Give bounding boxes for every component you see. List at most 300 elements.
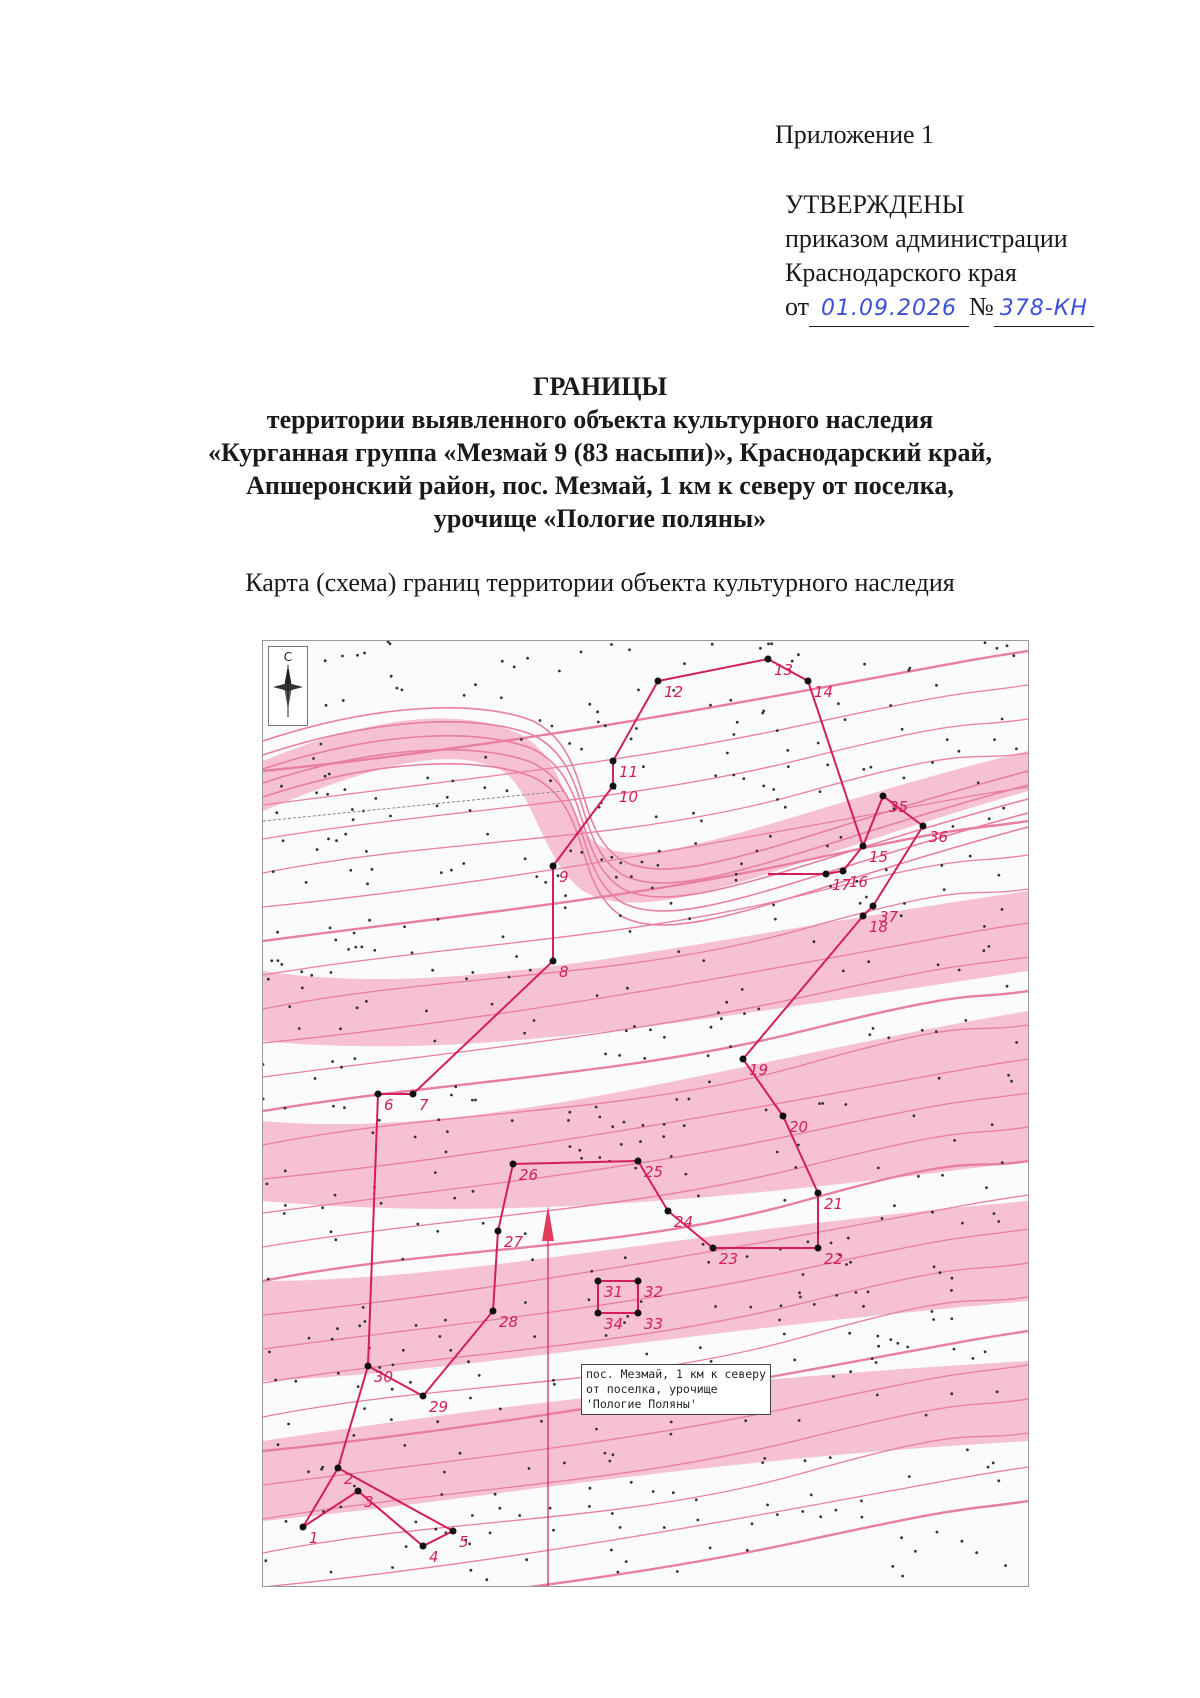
terrain-dot [330, 1571, 333, 1574]
terrain-dot [588, 1505, 591, 1508]
terrain-dot [711, 643, 714, 646]
terrain-dot [568, 1111, 571, 1114]
terrain-dot [756, 850, 759, 853]
terrain-dot [533, 1019, 536, 1022]
terrain-dot [617, 1571, 620, 1574]
terrain-dot [891, 1565, 894, 1568]
boundary-vertex-33 [635, 1310, 642, 1317]
boundary-vertex-1 [300, 1524, 307, 1531]
terrain-dot [368, 919, 371, 922]
terrain-dot [683, 1124, 686, 1127]
terrain-dot [264, 1559, 267, 1562]
terrain-dot [287, 1423, 290, 1426]
terrain-dot [642, 1124, 645, 1127]
terrain-dot [946, 738, 949, 741]
terrain-dot [889, 704, 892, 707]
terrain-dot [312, 757, 315, 760]
terrain-dot [431, 969, 434, 972]
terrain-dot [626, 1315, 629, 1318]
terrain-dot [365, 850, 368, 853]
terrain-dot [694, 842, 697, 845]
terrain-dot [972, 1357, 975, 1360]
terrain-dot [380, 1202, 383, 1205]
terrain-dot [414, 1136, 417, 1139]
terrain-dot [765, 1109, 768, 1112]
boundary-vertex-3 [355, 1488, 362, 1495]
terrain-dot [353, 1057, 356, 1060]
terrain-dot [844, 1103, 847, 1106]
terrain-dot [604, 1452, 607, 1455]
terrain-dot [635, 727, 638, 730]
terrain-dot [469, 809, 472, 812]
terrain-dot [1001, 718, 1004, 721]
terrain-dot [964, 1019, 967, 1022]
terrain-dot [389, 815, 392, 818]
terrain-dot [590, 1270, 593, 1273]
terrain-dot [872, 1027, 875, 1030]
terrain-dot [434, 1528, 437, 1531]
terrain-dot [961, 1222, 964, 1225]
terrain-dot [523, 1032, 526, 1035]
terrain-dot [702, 959, 705, 962]
terrain-dot [328, 773, 331, 776]
vertex-number-27: 27 [504, 1233, 524, 1251]
boundary-map [262, 640, 1029, 1587]
terrain-dot [356, 654, 359, 657]
terrain-dot [489, 1532, 492, 1535]
terrain-dot [729, 699, 732, 702]
terrain-dot [992, 1462, 995, 1465]
terrain-dot [861, 1516, 864, 1519]
terrain-dot [903, 902, 906, 905]
terrain-dot [761, 1461, 764, 1464]
terrain-dot [619, 914, 622, 917]
title-line-3: «Курганная группа «Мезмай 9 (83 насыпи)», Краснодарский край, [208, 438, 992, 467]
approved-line-1: приказом администрации [785, 224, 1068, 253]
vertex-number-26: 26 [519, 1166, 539, 1184]
terrain-dot [471, 971, 474, 974]
terrain-dot [595, 1106, 598, 1109]
terrain-dot [334, 1194, 337, 1197]
terrain-dot [821, 1102, 824, 1105]
terrain-dot [714, 1305, 717, 1308]
terrain-dot [985, 1186, 988, 1189]
terrain-dot [855, 1291, 858, 1294]
terrain-dot [524, 1232, 527, 1235]
terrain-dot [657, 864, 660, 867]
terrain-dot [629, 930, 632, 933]
boundary-vertex-2 [335, 1465, 342, 1472]
terrain-dot [337, 1372, 340, 1375]
terrain-dot [535, 875, 538, 878]
terrain-dot [984, 641, 987, 644]
terrain-dot [695, 1498, 698, 1501]
terrain-dot [604, 1053, 607, 1056]
terrain-dot [735, 879, 738, 882]
terrain-dot [818, 1102, 821, 1105]
terrain-dot [364, 1320, 367, 1323]
terrain-dot [1010, 1080, 1013, 1083]
terrain-dot [784, 806, 787, 809]
terrain-dot [360, 946, 363, 949]
terrain-dot [887, 1036, 890, 1039]
terrain-dot [310, 974, 313, 977]
boundary-vertex-4 [420, 1543, 427, 1550]
terrain-dot [553, 1383, 556, 1386]
boundary-vertex-12 [655, 678, 662, 685]
vertex-number-30: 30 [374, 1368, 394, 1386]
terrain-dot [885, 868, 888, 871]
terrain-dot [901, 728, 904, 731]
terrain-dot [451, 780, 454, 783]
vertex-number-18: 18 [869, 918, 889, 936]
terrain-dot [604, 724, 607, 727]
terrain-dot [564, 894, 567, 897]
terrain-dot [314, 1077, 317, 1080]
vertex-number-19: 19 [749, 1061, 769, 1079]
terrain-dot [625, 1029, 628, 1032]
terrain-dot [274, 1379, 277, 1382]
vertex-number-28: 28 [499, 1313, 519, 1331]
terrain-dot [563, 1462, 566, 1465]
terrain-dot [921, 1029, 924, 1032]
terrain-dot [829, 1456, 832, 1459]
terrain-dot [835, 1509, 838, 1512]
terrain-dot [740, 862, 743, 865]
contour-line [263, 1501, 1028, 1586]
terrain-dot [982, 949, 985, 952]
terrain-dot [354, 946, 357, 949]
terrain-dot [893, 1204, 896, 1207]
terrain-dot [736, 721, 739, 724]
terrain-dot [951, 1277, 954, 1280]
terrain-dot [630, 738, 633, 741]
terrain-dot [876, 1335, 879, 1338]
terrain-dot [840, 836, 843, 839]
boundary-vertex-19 [740, 1056, 747, 1063]
boundary-vertex-36 [920, 823, 927, 830]
terrain-dot [580, 1157, 583, 1160]
terrain-dot [484, 756, 487, 759]
terrain-dot [993, 1212, 996, 1215]
terrain-dot [676, 1570, 679, 1573]
terrain-dot [988, 817, 991, 820]
terrain-dot [903, 777, 906, 780]
terrain-dot [830, 1242, 833, 1245]
terrain-dot [470, 1569, 473, 1572]
terrain-dot [639, 1140, 642, 1143]
terrain-dot [759, 647, 762, 650]
terrain-dot [977, 781, 980, 784]
terrain-dot [900, 1536, 903, 1539]
terrain-dot [729, 1045, 732, 1048]
terrain-dot [551, 725, 554, 728]
terrain-dot [426, 777, 429, 780]
terrain-dot [558, 670, 561, 673]
terrain-dot [335, 839, 338, 842]
terrain-dot [917, 1175, 920, 1178]
terrain-dot [685, 1173, 688, 1176]
terrain-dot [615, 876, 618, 879]
terrain-dot [937, 963, 940, 966]
terrain-dot [339, 1027, 342, 1030]
terrain-dot [940, 864, 943, 867]
terrain-dot [437, 918, 440, 921]
terrain-dot [709, 1547, 712, 1550]
terrain-dot [969, 855, 972, 858]
vertex-number-22: 22 [824, 1250, 844, 1268]
vertex-number-37: 37 [879, 908, 899, 926]
terrain-dot [325, 704, 328, 707]
number-blank [994, 290, 1094, 327]
terrain-dot [276, 931, 279, 934]
terrain-dot [588, 703, 591, 706]
compass-rose [268, 646, 308, 726]
terrain-dot [859, 902, 862, 905]
terrain-dot [513, 666, 516, 669]
boundary-vertex-18 [860, 913, 867, 920]
terrain-dot [697, 1195, 700, 1198]
vertex-number-6: 6 [384, 1096, 394, 1114]
terrain-dot [520, 738, 523, 741]
boundary-vertex-16 [840, 868, 847, 875]
terrain-dot [344, 833, 347, 836]
terrain-dot [608, 1460, 611, 1463]
terrain-dot [862, 1305, 865, 1308]
terrain-dot [835, 1294, 838, 1297]
terrain-dot [392, 1364, 395, 1367]
terrain-dot [272, 870, 275, 873]
terrain-dot [610, 856, 613, 859]
terrain-dot [783, 1333, 786, 1336]
terrain-dot [549, 1507, 552, 1510]
terrain-dot [793, 1359, 796, 1362]
terrain-dot [1007, 1074, 1010, 1077]
terrain-dot [798, 1291, 801, 1294]
terrain-dot [416, 1223, 419, 1226]
terrain-dot [528, 1467, 531, 1470]
number-handwritten: 378-КН [999, 296, 1088, 321]
terrain-dot [618, 1054, 621, 1057]
vertex-number-10: 10 [619, 788, 639, 806]
vertex-number-1: 1 [309, 1529, 319, 1547]
terrain-dot [282, 839, 285, 842]
terrain-dot [726, 752, 729, 755]
terrain-dot [720, 1017, 723, 1020]
terrain-dot [569, 1145, 572, 1148]
terrain-dot [263, 1063, 264, 1066]
terrain-dot [450, 869, 453, 872]
terrain-dot [595, 1428, 598, 1431]
boundary-vertex-27 [495, 1228, 502, 1235]
terrain-dot [744, 1419, 747, 1422]
terrain-dot [832, 1375, 835, 1378]
terrain-dot [670, 1421, 673, 1424]
terrain-dot [769, 835, 772, 838]
terrain-dot [826, 845, 829, 848]
terrain-dot [342, 699, 345, 702]
terrain-dot [358, 1324, 361, 1327]
location-label: пос. Мезмай, 1 км к северу от поселка, урочище 'Пологие Поляны' [581, 1364, 771, 1415]
terrain-dot [357, 1385, 360, 1388]
title-line-2: территории выявленного объекта культурного наследия [266, 405, 934, 434]
terrain-dot [867, 1291, 870, 1294]
terrain-dot [746, 1549, 749, 1552]
boundary-vertex-11 [610, 758, 617, 765]
boundary-vertex-30 [365, 1363, 372, 1370]
terrain-dot [733, 733, 736, 736]
terrain-dot [688, 917, 691, 920]
approved-title: УТВЕРЖДЕНЫ [785, 190, 965, 219]
terrain-dot [692, 812, 695, 815]
terrain-dot [875, 1361, 878, 1364]
boundary-vertex-5 [450, 1528, 457, 1535]
vertex-number-9: 9 [559, 868, 569, 886]
terrain-dot [725, 1001, 728, 1004]
title-line-1: ГРАНИЦЫ [532, 372, 668, 401]
terrain-dot [611, 1512, 614, 1515]
terrain-dot [966, 1448, 969, 1451]
terrain-dot [931, 1211, 934, 1214]
map-canvas [263, 641, 1028, 1586]
terrain-dot [600, 858, 603, 861]
terrain-dot [467, 1360, 470, 1363]
terrain-dot [623, 1321, 626, 1324]
terrain-dot [772, 904, 775, 907]
terrain-dot [478, 1374, 481, 1377]
boundary-vertex-6 [375, 1091, 382, 1098]
terrain-dot [787, 765, 790, 768]
terrain-dot [340, 1066, 343, 1069]
terrain-dot [702, 1243, 705, 1246]
terrain-dot [953, 1139, 956, 1142]
terrain-dot [862, 768, 865, 771]
terrain-dot [710, 1026, 713, 1029]
terrain-dot [605, 1334, 608, 1337]
terrain-dot [301, 987, 304, 990]
terrain-dot [578, 1149, 581, 1152]
terrain-dot [327, 838, 330, 841]
terrain-dot [952, 825, 955, 828]
terrain-dot [670, 1433, 673, 1436]
terrain-dot [390, 1418, 393, 1421]
terrain-dot [580, 748, 583, 751]
terrain-dot [797, 653, 800, 656]
terrain-dot [298, 1027, 301, 1030]
terrain-dot [709, 704, 712, 707]
vertex-number-32: 32 [644, 1283, 664, 1301]
terrain-dot [844, 718, 847, 721]
terrain-dot [1006, 644, 1009, 647]
terrain-dot [444, 1319, 447, 1322]
terrain-dot [596, 711, 599, 714]
terrain-dot [499, 1408, 502, 1411]
vertex-number-35: 35 [889, 798, 909, 816]
terrain-dot [778, 1319, 781, 1322]
terrain-dot [263, 1098, 265, 1101]
terrain-dot [935, 684, 938, 687]
boundary-vertex-26 [510, 1161, 517, 1168]
terrain-dot [988, 945, 991, 948]
terrain-dot [804, 1459, 807, 1462]
terrain-dot [683, 662, 686, 665]
terrain-dot [896, 1342, 899, 1345]
boundary-vertex-7 [410, 1091, 417, 1098]
terrain-dot [941, 1174, 944, 1177]
terrain-dot [958, 969, 961, 972]
terrain-dot [436, 1230, 439, 1233]
boundary-vertex-21 [815, 1190, 822, 1197]
terrain-dot [330, 1230, 333, 1233]
terrain-dot [580, 851, 583, 854]
terrain-dot [901, 1575, 904, 1578]
terrain-dot [652, 1490, 655, 1493]
terrain-dot [802, 1273, 805, 1276]
vertex-number-24: 24 [674, 1213, 694, 1231]
terrain-dot [402, 1349, 405, 1352]
terrain-dot [997, 1220, 1000, 1223]
vertex-number-17: 17 [832, 876, 852, 894]
terrain-dot [943, 888, 946, 891]
terrain-dot [506, 789, 509, 792]
terrain-dot [284, 1204, 287, 1207]
terrain-dot [362, 1306, 365, 1309]
terrain-dot [352, 1434, 355, 1437]
terrain-dot [1015, 1041, 1018, 1044]
terrain-dot [863, 663, 866, 666]
terrain-dot [677, 950, 680, 953]
terrain-dot [568, 742, 571, 745]
appendix-label: Приложение 1 [775, 120, 935, 149]
terrain-dot [975, 1551, 978, 1554]
terrain-dot [640, 1300, 643, 1303]
vertex-number-29: 29 [429, 1398, 449, 1416]
terrain-dot [471, 1514, 474, 1517]
terrain-dot [663, 1526, 666, 1529]
terrain-dot [630, 1481, 633, 1484]
terrain-dot [610, 1549, 613, 1552]
terrain-dot [277, 959, 280, 962]
terrain-dot [707, 1261, 710, 1264]
terrain-dot [339, 1506, 342, 1509]
terrain-dot [642, 765, 645, 768]
terrain-dot [462, 862, 465, 865]
terrain-dot [741, 988, 744, 991]
vertex-number-31: 31 [604, 1283, 624, 1301]
terrain-dot [365, 1000, 368, 1003]
terrain-dot [906, 1346, 909, 1349]
terrain-dot [868, 1033, 871, 1036]
terrain-dot [996, 1390, 999, 1393]
terrain-dot [925, 1414, 928, 1417]
terrain-dot [320, 743, 323, 746]
terrain-dot [950, 1317, 953, 1320]
terrain-dot [508, 976, 511, 979]
terrain-dot [515, 955, 518, 958]
terrain-dot [425, 1010, 428, 1013]
terrain-dot [315, 791, 318, 794]
terrain-dot [939, 1271, 942, 1274]
vertex-number-16: 16 [849, 873, 869, 891]
terrain-dot [612, 1453, 615, 1456]
vertex-number-33: 33 [644, 1315, 664, 1333]
terrain-dot [465, 977, 468, 980]
terrain-dot [472, 1190, 475, 1193]
terrain-dot [662, 1135, 665, 1138]
terrain-dot [626, 987, 629, 990]
terrain-dot [877, 1345, 880, 1348]
terrain-dot [663, 1036, 666, 1039]
